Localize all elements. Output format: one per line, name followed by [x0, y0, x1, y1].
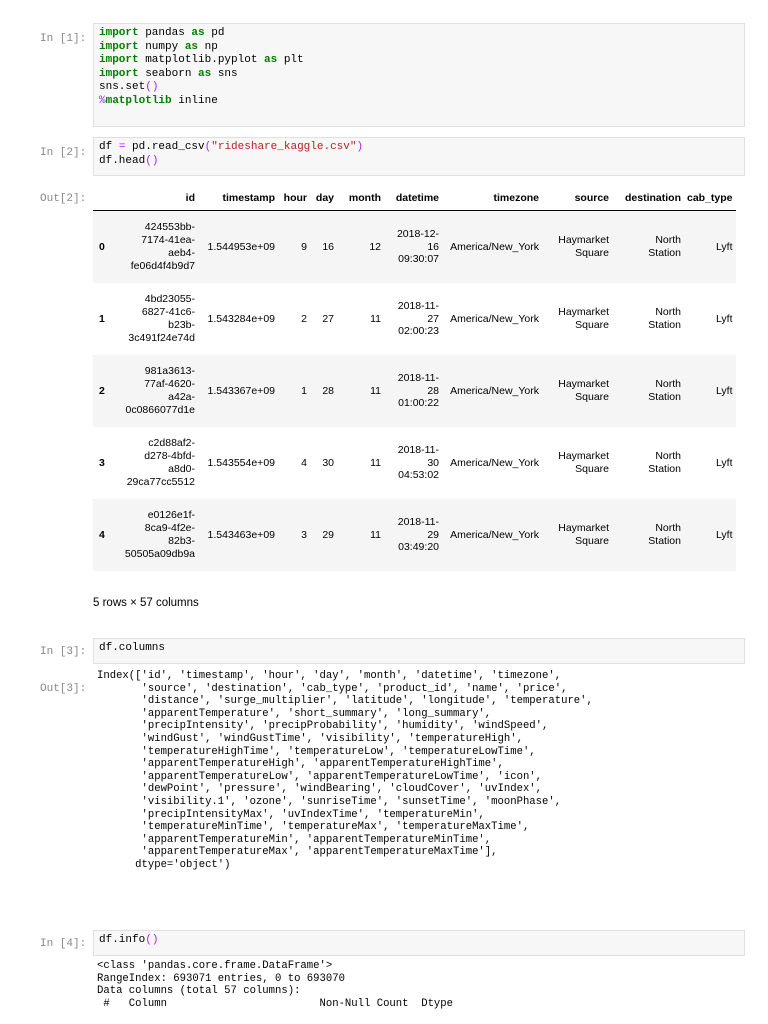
code-token: pd — [204, 27, 225, 39]
table-header-row — [93, 186, 736, 211]
code-line — [99, 95, 739, 109]
table-cell: Lyft — [715, 312, 733, 325]
cell-2-prompt: In [2]: — [40, 147, 87, 159]
code-token: inline — [171, 94, 218, 107]
cell-line: e0126e1f- — [147, 509, 195, 522]
table-row — [93, 283, 736, 355]
cell-1-input[interactable] — [93, 23, 745, 127]
table-row — [93, 499, 736, 571]
code-token: () — [145, 934, 159, 946]
table-cell: 30 — [322, 456, 334, 469]
code-token: plt — [277, 54, 304, 67]
table-cell — [542, 499, 612, 571]
code-line — [99, 934, 739, 948]
code-token: df.head — [99, 154, 146, 167]
row-index: 4 — [93, 499, 115, 571]
table-row — [93, 355, 736, 427]
code-token: import — [99, 67, 139, 80]
table-cell — [542, 427, 612, 499]
table-cell: 1.543367e+09 — [198, 355, 278, 427]
code-token: pd.read_csv — [125, 141, 205, 153]
row-index: 0 — [93, 211, 115, 284]
code-token: % — [99, 94, 106, 107]
cell-line: 27 — [427, 312, 439, 325]
cell-line: 2018-11- — [397, 443, 439, 456]
dataframe-output — [0, 186, 768, 582]
info-output: <class 'pandas.core.frame.DataFrame'> RangeIndex: 693071 entries, 0 to 693070 Data columns (total 57 columns): # Column Non-Null Count Dtype — [97, 960, 454, 1010]
cell-line: a8d0- — [168, 463, 195, 475]
cell-line: Square — [575, 319, 609, 331]
table-body — [93, 211, 736, 572]
column-header: destination — [612, 186, 684, 211]
cell-line: North — [655, 234, 681, 247]
out-2-prompt: Out[2]: — [40, 193, 87, 205]
table-cell: 28 — [310, 355, 337, 427]
code-token: () — [145, 154, 159, 167]
code-line — [99, 27, 739, 41]
cell-line: 01:00:22 — [398, 397, 439, 410]
cell-line: 424553bb- — [144, 221, 195, 234]
cell-line: 2018-12- — [396, 227, 439, 240]
table-cell: 29 — [310, 499, 337, 571]
table-cell: America/New_York — [442, 355, 542, 427]
table-cell: 1.543554e+09 — [207, 456, 275, 469]
code-token: ( — [204, 141, 212, 153]
table-cell — [384, 355, 442, 427]
cell-line: Station — [648, 247, 681, 259]
table-cell: 2 — [301, 312, 307, 325]
cell-line: Station — [648, 319, 681, 331]
cell-line: 29ca77cc5512 — [126, 475, 195, 488]
code-token: import — [99, 40, 139, 53]
cell-line: 29 — [427, 528, 439, 541]
cell-line: Square — [575, 391, 609, 403]
cell-line: 8ca9-4f2e- — [144, 522, 195, 535]
table-cell — [384, 283, 442, 355]
code-token: as — [264, 54, 278, 67]
table-cell: America/New_York — [450, 312, 539, 325]
code-token: numpy — [138, 40, 185, 53]
table-cell: 1 — [278, 355, 310, 427]
cell-line: 16 — [427, 240, 439, 253]
table-row — [93, 427, 736, 499]
cell-3-prompt: In [3]: — [40, 646, 87, 658]
cell-line: Station — [648, 391, 681, 403]
code-token: pandas — [138, 27, 192, 39]
cell-line: fe06d4f4b9d7 — [130, 259, 195, 272]
code-token: () — [145, 81, 159, 94]
table-row — [93, 211, 736, 284]
code-token: import — [99, 54, 139, 67]
cell-line: aeb4- — [168, 247, 195, 259]
code-token: matplotlib.pyplot — [138, 54, 265, 67]
cell-1-prompt: In [1]: — [40, 33, 87, 45]
table-cell — [115, 499, 198, 571]
column-header: source — [542, 186, 612, 211]
cell-line: North — [655, 378, 681, 391]
cell-line: 02:00:23 — [398, 325, 439, 338]
cell-line: Station — [648, 535, 681, 547]
code-token: ) — [356, 141, 364, 153]
code-token: df.info — [99, 934, 146, 946]
table-cell: 9 — [278, 211, 310, 284]
cell-line: North — [655, 450, 681, 463]
column-header: id — [115, 186, 198, 211]
table-cell — [612, 499, 684, 571]
table-cell: Lyft — [684, 355, 736, 427]
code-token: as — [191, 27, 205, 39]
table-cell — [542, 355, 612, 427]
cell-line: Haymarket — [558, 378, 609, 391]
cell-line: North — [655, 306, 681, 319]
code-token: "rideshare_kaggle.csv" — [211, 141, 357, 153]
cell-line: 3c491f24e74d — [128, 331, 195, 344]
out-3-prompt: Out[3]: — [40, 683, 87, 695]
table-cell: America/New_York — [450, 456, 539, 469]
cell-line: 6827-41c6- — [141, 306, 195, 319]
cell-line: c2d88af2- — [148, 437, 195, 450]
table-cell: Lyft — [684, 499, 736, 571]
table-cell — [612, 283, 684, 355]
column-header: hour — [278, 186, 310, 211]
cell-line: d278-4bfd- — [144, 450, 195, 463]
cell-line: Haymarket — [558, 522, 609, 535]
table-cell — [612, 427, 684, 499]
table-cell — [612, 355, 684, 427]
cell-4-input[interactable] — [93, 930, 745, 956]
code-token: df.columns — [99, 642, 166, 654]
column-header: cab_type — [684, 186, 736, 211]
code-line — [99, 155, 739, 169]
table-cell — [542, 211, 612, 284]
table-cell — [384, 499, 442, 571]
column-header — [93, 186, 115, 211]
cell-line: Square — [575, 247, 609, 259]
column-header: day — [310, 186, 337, 211]
code-token: matplotlib — [105, 94, 172, 107]
code-token: sns — [211, 67, 238, 80]
code-token: seaborn — [138, 67, 199, 80]
code-token: = — [118, 141, 126, 153]
code-token: sns.set — [99, 81, 146, 94]
cell-line: Haymarket — [558, 234, 609, 247]
columns-output: Index(['id', 'timestamp', 'hour', 'day', 'month', 'datetime', 'timezone', 'source', 'destination', 'cab_type', 'product_id', 'name', 'price', 'distance', 'surge_multiplier', 'latitude', 'longitude', 'temperature', 'apparentTemperature', 'short_summary', 'long_summary', 'precipIntensity', 'precipProbability', 'humidity', 'windSpeed', 'windGust', 'windGustTime', 'visibility', 'temperatureHigh', 'temperatureHighTime', 'temperatureLow', 'temperatureLowTime', 'apparentTemperatureHigh', 'apparentTemperatureHighTime', 'apparentTemperatureLow', 'apparentTemperatureLowTime', 'icon', 'dewPoint', 'pressure', 'windBearing', 'cloudCover', 'uvIndex', 'visibility.1', 'ozone', 'sunriseTime', 'sunsetTime', 'moonPhase', 'precipIntensityMax', 'uvIndexTime', 'temperatureMin', 'temperatureMinTime', 'temperatureMax', 'temperatureMaxTime', 'apparentTemperatureMin', 'apparentTemperatureMinTime', 'apparentTemperatureMax', 'apparentTemperatureMaxTime'], dtype='object') — [97, 670, 593, 871]
cell-line: 4bd23055- — [144, 293, 195, 306]
row-index: 2 — [93, 355, 115, 427]
dataframe-shape-note: 5 rows × 57 columns — [93, 597, 199, 609]
code-line — [99, 41, 739, 55]
table-cell — [384, 211, 442, 284]
cell-line: 2018-11- — [397, 371, 439, 384]
cell-line: Square — [575, 463, 609, 475]
row-index: 1 — [99, 312, 105, 325]
code-token: df — [99, 141, 119, 153]
cell-line: a42a- — [168, 391, 195, 403]
cell-line: 03:49:20 — [398, 541, 439, 554]
cell-4-prompt: In [4]: — [40, 938, 87, 950]
cell-line: b23b- — [168, 319, 195, 331]
cell-line: North — [655, 522, 681, 535]
code-line — [99, 642, 739, 656]
table-cell — [115, 355, 198, 427]
code-line — [99, 68, 739, 82]
table-cell: 11 — [337, 355, 384, 427]
cell-line: 2018-11- — [397, 515, 439, 528]
code-token: as — [184, 40, 199, 53]
column-header: month — [337, 186, 384, 211]
code-line — [99, 54, 739, 68]
cell-line: 7174-41ea- — [141, 234, 195, 247]
table-cell: 11 — [370, 312, 381, 325]
column-header: timestamp — [198, 186, 278, 211]
table-cell: 12 — [337, 211, 384, 284]
cell-2-input[interactable] — [93, 137, 745, 176]
code-line — [99, 81, 739, 95]
cell-line: 981a3613- — [144, 365, 195, 378]
table-cell: 11 — [370, 456, 381, 469]
table-cell — [115, 283, 198, 355]
code-token: np — [198, 40, 218, 53]
table-cell: 27 — [322, 312, 334, 325]
table-cell: Lyft — [715, 456, 733, 469]
cell-line: 28 — [427, 384, 439, 397]
cell-line: Haymarket — [558, 450, 609, 463]
cell-line: 2018-11- — [397, 299, 439, 312]
cell-line: 09:30:07 — [398, 253, 439, 266]
cell-line: Square — [575, 535, 609, 547]
table-cell — [115, 427, 198, 499]
table-cell: America/New_York — [442, 211, 542, 284]
code-token: as — [198, 67, 212, 80]
table-cell: 1.544953e+09 — [198, 211, 278, 284]
cell-line: Station — [648, 463, 681, 475]
table-cell: 4 — [301, 456, 307, 469]
cell-line: 04:53:02 — [398, 469, 439, 482]
dataframe-table — [93, 186, 736, 571]
row-index: 3 — [99, 456, 105, 469]
table-cell — [384, 427, 442, 499]
cell-line: Haymarket — [558, 306, 609, 319]
code-line — [99, 141, 739, 155]
cell-line: 0c0866077d1e — [125, 403, 195, 416]
table-cell — [542, 283, 612, 355]
table-cell: 1.543463e+09 — [198, 499, 278, 571]
table-cell: America/New_York — [442, 499, 542, 571]
table-cell: 11 — [337, 499, 384, 571]
cell-3-input[interactable] — [93, 638, 745, 664]
cell-line: 82b3- — [168, 535, 195, 547]
table-cell — [612, 211, 684, 284]
cell-line: 77af-4620- — [144, 378, 195, 391]
table-cell: 3 — [278, 499, 310, 571]
code-token: import — [99, 27, 139, 39]
table-cell — [115, 211, 198, 284]
cell-line: 30 — [427, 456, 439, 469]
table-cell: 1.543284e+09 — [207, 312, 275, 325]
cell-line: 50505a09db9a — [124, 547, 195, 560]
column-header: timezone — [442, 186, 542, 211]
table-cell: Lyft — [684, 211, 736, 284]
column-header: datetime — [384, 186, 442, 211]
table-cell: 16 — [310, 211, 337, 284]
